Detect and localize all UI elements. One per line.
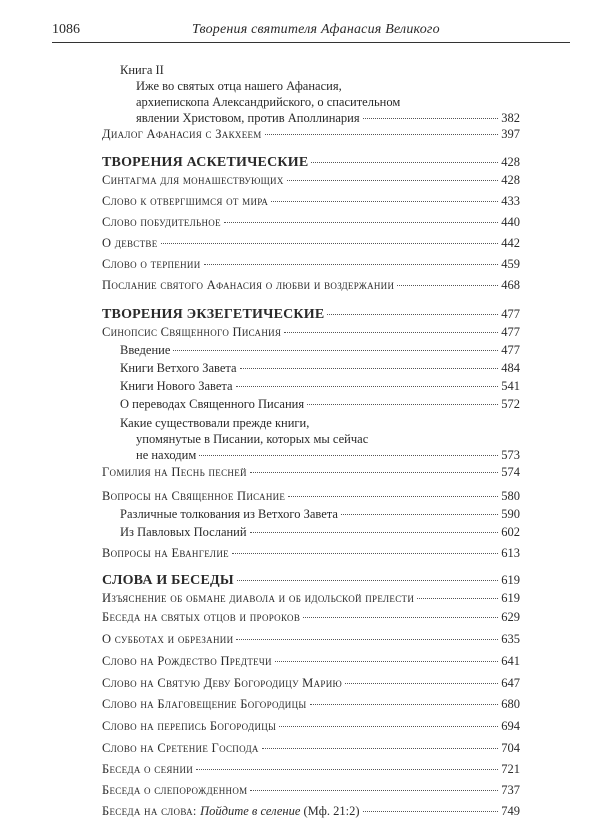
entry-title: Различные толкования из Ветхого Завета (120, 507, 338, 521)
page-ref: 433 (501, 194, 520, 208)
page-ref: 440 (501, 215, 520, 229)
entry-title: Слово на Рождество Предтечи (102, 654, 272, 668)
toc-entry[interactable] (102, 235, 520, 251)
entry-title: Слово о терпении (102, 257, 201, 271)
page-ref: 680 (501, 697, 520, 711)
leader-dots (236, 639, 498, 640)
running-title: Творения святителя Афанасия Великого (192, 22, 440, 37)
entry-title: Слово на Сретение Господа (102, 741, 259, 755)
page-ref: 442 (501, 236, 520, 250)
leader-dots (199, 455, 498, 456)
toc-entry[interactable] (102, 193, 520, 209)
page-ref: 428 (501, 173, 520, 187)
page-ref: 459 (501, 257, 520, 271)
leader-dots (265, 134, 499, 135)
page-ref: 619 (501, 591, 520, 605)
toc-entry[interactable] (102, 740, 520, 756)
section-title: СЛОВА И БЕСЕДЫ (102, 573, 234, 588)
book2-line2: архиепископа Александрийского, о спасительном (136, 95, 401, 109)
leader-dots (327, 314, 498, 315)
page-ref: 619 (501, 573, 520, 587)
last-ref: (Мф. 21:2) (300, 804, 360, 818)
book2-line1: Иже во святых отца нашего Афанасия, (136, 79, 342, 93)
entry-title: Введение (120, 343, 171, 357)
page-ref: 484 (501, 361, 520, 375)
leader-dots (161, 243, 499, 244)
leader-dots (196, 769, 498, 770)
page-ref: 647 (501, 676, 520, 690)
leader-dots (288, 496, 498, 497)
page-ref: 704 (501, 741, 520, 755)
last-quote: Пойдите в селение (200, 804, 301, 818)
leader-dots (262, 748, 499, 749)
leader-dots (250, 790, 498, 791)
toc-entry[interactable] (102, 214, 520, 230)
leader-dots (275, 661, 498, 662)
page-ref: 629 (501, 610, 520, 624)
lost-books-line3: не находим (136, 448, 197, 462)
page-ref: 749 (501, 804, 520, 818)
leader-dots (250, 472, 498, 473)
toc-entry[interactable] (102, 172, 520, 188)
toc-subentry[interactable] (102, 378, 520, 394)
toc-entry[interactable] (102, 782, 520, 798)
toc-entry[interactable] (102, 590, 520, 606)
toc-entry-book2[interactable] (102, 62, 520, 126)
section-title: ТВОРЕНИЯ ЭКЗЕГЕТИЧЕСКИЕ (102, 307, 325, 322)
leader-dots (287, 180, 499, 181)
entry-title: Диалог Афанасия с Закхеем (102, 127, 262, 141)
leader-dots (397, 285, 498, 286)
page-ref: 428 (501, 155, 520, 169)
leader-dots (240, 368, 499, 369)
toc-entry-synopsis[interactable] (102, 324, 520, 340)
toc-section-ascetic[interactable] (102, 154, 520, 170)
lost-books-line1: Какие существовали прежде книги, (120, 416, 310, 430)
page-ref: 613 (501, 546, 520, 560)
entry-title: Беседа о слепорожденном (102, 783, 248, 797)
toc-entry[interactable] (102, 609, 520, 625)
section-title: ТВОРЕНИЯ АСКЕТИЧЕСКИЕ (102, 155, 309, 170)
page-ref: 572 (501, 397, 520, 411)
entry-title: Книги Нового Завета (120, 379, 233, 393)
entry-title: Слово к отвергшимся от мира (102, 194, 269, 208)
entry-title: О переводах Священного Писания (120, 397, 305, 411)
last-prefix: Беседа на слова: (102, 804, 201, 818)
page-ref: 590 (501, 507, 520, 521)
entry-title: Беседа на святых отцов и пророков (102, 610, 301, 624)
leader-dots (279, 726, 498, 727)
page-ref: 397 (501, 127, 520, 141)
page-ref: 580 (501, 489, 520, 503)
leader-dots (307, 404, 498, 405)
entry-title: Слово на перепись Богородицы (102, 719, 277, 733)
entry-title: Синтагма для монашествующих (102, 173, 284, 187)
toc-entry-dialog[interactable] (102, 126, 520, 142)
entry-title (102, 803, 360, 819)
entry-title: О девстве (102, 236, 158, 250)
entry-title: Слово на Благовещение Богородицы (102, 697, 307, 711)
toc-entry[interactable] (102, 761, 520, 777)
toc-subentry[interactable] (102, 342, 520, 358)
page-ref: 477 (501, 307, 520, 321)
page-ref: 721 (501, 762, 520, 776)
leader-dots (237, 580, 498, 581)
lost-books-line2: упомянутые в Писании, которых мы сейчас (136, 432, 369, 446)
entry-title: Книги Ветхого Завета (120, 361, 237, 375)
toc-section-sermons[interactable] (102, 572, 520, 588)
entry-title: Вопросы на Священное Писание (102, 489, 286, 503)
leader-dots (310, 704, 499, 705)
toc-entry-homily[interactable] (102, 464, 520, 480)
leader-dots (204, 264, 499, 265)
toc-entry[interactable] (102, 718, 520, 734)
leader-dots (236, 386, 499, 387)
toc-entry-last[interactable] (102, 803, 520, 819)
toc-subentry[interactable] (102, 360, 520, 376)
leader-dots (250, 532, 499, 533)
leader-dots (224, 222, 498, 223)
page-ref: 541 (501, 379, 520, 393)
toc-section-exegetic[interactable] (102, 306, 520, 322)
page-ref: 477 (501, 343, 520, 357)
leader-dots (271, 201, 498, 202)
leader-dots (311, 162, 498, 163)
toc-entry[interactable] (102, 675, 520, 691)
book2-line3: явлении Христовом, против Аполлинария (136, 111, 360, 125)
toc-entry[interactable] (102, 256, 520, 272)
entry-title: Слово побудительное (102, 215, 221, 229)
entry-title: Вопросы на Евангелие (102, 546, 229, 560)
toc-entry-questions[interactable] (102, 488, 520, 504)
leader-dots (303, 617, 498, 618)
entry-title: Беседа о сеянии (102, 762, 194, 776)
toc-entry[interactable] (102, 696, 520, 712)
entry-title: Слово на Святую Деву Богородицу Марию (102, 676, 343, 690)
toc-subentry[interactable] (102, 524, 520, 540)
leader-dots (232, 553, 498, 554)
leader-dots (341, 514, 498, 515)
page-number: 1086 (52, 22, 80, 37)
running-header (52, 20, 570, 43)
leader-dots (345, 683, 498, 684)
leader-dots (417, 598, 498, 599)
entry-title: Из Павловых Посланий (120, 525, 247, 539)
page-ref: 382 (501, 111, 520, 125)
toc-subentry[interactable] (102, 506, 520, 522)
toc-entry[interactable] (102, 653, 520, 669)
page-ref: 602 (501, 525, 520, 539)
leader-dots (363, 811, 499, 812)
entry-title: Гомилия на Песнь песней (102, 465, 247, 479)
page-ref: 574 (501, 465, 520, 479)
page-ref: 468 (501, 278, 520, 292)
leader-dots (173, 350, 498, 351)
toc-entry-gospel[interactable] (102, 545, 520, 561)
entry-title: О субботах и обрезании (102, 632, 234, 646)
page-ref: 641 (501, 654, 520, 668)
entry-title: Послание святого Афанасия о любви и воздержании (102, 278, 395, 292)
page-ref: 737 (501, 783, 520, 797)
leader-dots (284, 332, 498, 333)
entry-title: Синопсис Священного Писания (102, 325, 282, 339)
page-ref: 694 (501, 719, 520, 733)
page-ref: 573 (501, 448, 520, 462)
page-ref: 477 (501, 325, 520, 339)
entry-title: Изъяснение об обмане диавола и об идольской прелести (102, 591, 415, 605)
book2-label: Книга II (120, 63, 164, 77)
toc-subentry[interactable] (102, 396, 520, 412)
toc-entry[interactable] (102, 631, 520, 647)
toc-subentry-lost-books[interactable] (102, 415, 520, 463)
toc-entry[interactable] (102, 277, 520, 293)
leader-dots (363, 118, 499, 119)
page-ref: 635 (501, 632, 520, 646)
